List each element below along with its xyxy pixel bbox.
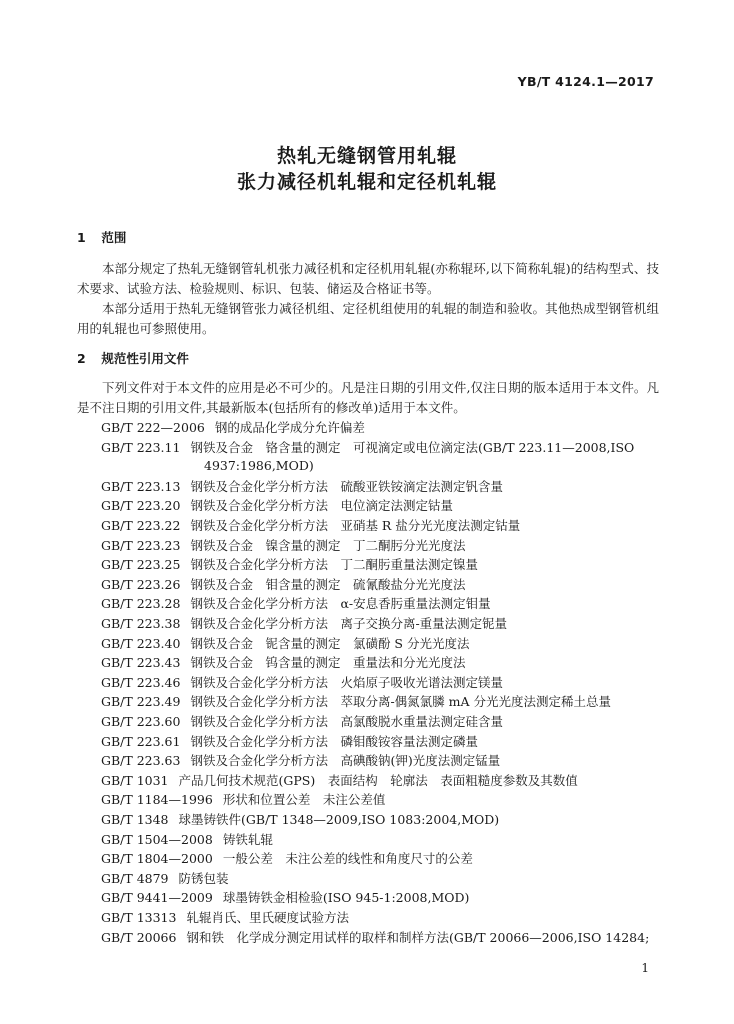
reference-title: 轧辊肖氏、里氏硬度试验方法 (186, 910, 349, 925)
reference-item (101, 849, 473, 867)
page-number: 1 (641, 961, 649, 975)
reference-item (101, 692, 611, 710)
reference-item (101, 712, 503, 730)
reference-title: 钢铁及合金 钼含量的测定 硫氰酸盐分光光度法 (190, 576, 466, 592)
reference-title: 钢的成品化学成分允许偏差 (214, 420, 365, 435)
section-number: 1 (77, 230, 86, 245)
reference-title: 钢铁及合金化学分析方法 高氯酸脱水重量法测定硅含量 (190, 714, 503, 729)
reference-item (101, 830, 273, 848)
reference-title: 钢铁及合金 铬含量的测定 可视滴定或电位滴定法(GB/T 223.11—2008,ISO (190, 439, 635, 455)
reference-title: 钢铁及合金 镍含量的测定 丁二酮肟分光光度法 (190, 537, 466, 553)
reference-title: 防锈包装 (178, 870, 229, 886)
reference-item (101, 751, 500, 769)
section-2-intro: 下列文件对于本文件的应用是必不可少的。凡是注日期的引用文件,仅注日期的版本适用于本文件。凡是不注日期的引用文件,其最新版本(包括所有的修改单)适用于本文件。 (77, 380, 659, 415)
reference-code: GB/T 13313 (101, 910, 177, 925)
reference-item (101, 594, 491, 612)
reference-code: GB/T 223.25 (101, 557, 181, 573)
reference-item (101, 908, 349, 926)
reference-title: 钢铁及合金 铌含量的测定 氯磺酚 S 分光光度法 (190, 635, 470, 651)
reference-code: GB/T 223.40 (101, 635, 181, 651)
reference-title: 钢铁及合金化学分析方法 硫酸亚铁铵滴定法测定钒含量 (190, 478, 503, 494)
reference-code: GB/T 223.43 (101, 655, 181, 671)
section-title: 范围 (101, 230, 127, 245)
reference-title: 球墨铸铁金相检验(ISO 945-1:2008,MOD) (222, 890, 470, 906)
reference-item (101, 673, 503, 691)
section-1-paragraph-1: 本部分规定了热轧无缝钢管轧机张力减径机和定径机用轧辊(亦称辊环,以下简称轧辊)的结构型式、技术要求、试验方法、检验规则、标识、包装、储运及合格证书等。 (77, 261, 659, 296)
section-title: 规范性引用文件 (101, 351, 189, 366)
section-1-heading (77, 228, 126, 246)
reference-item (101, 928, 649, 946)
reference-code: GB/T 223.46 (101, 674, 181, 690)
reference-code: GB/T 223.13 (101, 478, 181, 494)
reference-code: GB/T 223.23 (101, 537, 181, 553)
reference-item (101, 555, 478, 573)
reference-code: GB/T 222—2006 (101, 420, 205, 435)
standard-code: YB/T 4124.1—2017 (517, 74, 654, 89)
reference-title: 钢和铁 化学成分测定用试样的取样和制样方法(GB/T 20066—2006,ISO 14284; (186, 929, 650, 945)
reference-code: GB/T 1804—2000 (101, 851, 213, 867)
reference-code: GB/T 223.22 (101, 518, 181, 533)
document-title-line2: 张力减径机轧辊和定径机轧辊 (236, 171, 497, 193)
reference-item (101, 418, 365, 436)
reference-code: GB/T 1031 (101, 772, 169, 788)
reference-code: GB/T 223.20 (101, 498, 181, 514)
reference-title: 钢铁及合金化学分析方法 α-安息香肟重量法测定钼量 (190, 596, 491, 612)
reference-code: GB/T 223.11 (101, 439, 181, 455)
reference-item (101, 575, 465, 593)
reference-item (101, 810, 499, 828)
reference-item (101, 869, 229, 887)
reference-item (101, 888, 469, 906)
reference-code: GB/T 223.38 (101, 616, 181, 631)
reference-item (101, 634, 469, 652)
reference-title: 铸铁轧辊 (222, 831, 273, 847)
reference-code: GB/T 223.63 (101, 753, 181, 769)
reference-item (101, 790, 385, 808)
reference-title: 钢铁及合金化学分析方法 萃取分离-偶氮氯膦 mA 分光光度法测定稀土总量 (190, 694, 611, 710)
reference-title: 球墨铸铁件(GB/T 1348—2009,ISO 1083:2004,MOD) (178, 812, 500, 827)
reference-title: 钢铁及合金化学分析方法 磷钼酸铵容量法测定磷量 (190, 733, 478, 749)
reference-code: GB/T 9441—2009 (101, 890, 213, 906)
reference-title: 钢铁及合金 钨含量的测定 重量法和分光光度法 (190, 655, 466, 671)
reference-code: GB/T 4879 (101, 870, 169, 886)
reference-title: 钢铁及合金化学分析方法 丁二酮肟重量法测定镍量 (190, 557, 478, 573)
reference-title: 产品几何技术规范(GPS) 表面结构 轮廓法 表面粗糙度参数及其数值 (178, 772, 578, 788)
reference-code: GB/T 1348 (101, 812, 169, 827)
reference-code: GB/T 223.49 (101, 694, 181, 710)
reference-title: 钢铁及合金化学分析方法 高碘酸钠(钾)光度法测定锰量 (190, 753, 501, 769)
reference-title: 一般公差 未注公差的线性和角度尺寸的公差 (222, 851, 473, 867)
reference-title: 钢铁及合金化学分析方法 亚硝基 R 盐分光光度法测定钴量 (190, 518, 521, 533)
section-2-heading (77, 349, 189, 367)
reference-item (101, 653, 465, 671)
reference-code: GB/T 223.60 (101, 714, 181, 729)
reference-item (101, 771, 578, 789)
section-1-paragraph-2: 本部分适用于热轧无缝钢管张力减径机组、定径机组使用的轧辊的制造和验收。其他热成型钢管机组用的轧辊也可参照使用。 (77, 301, 659, 336)
reference-title: 形状和位置公差 未注公差值 (222, 792, 386, 808)
reference-code: GB/T 20066 (101, 929, 177, 945)
reference-title-continued: 4937:1986,MOD) (204, 457, 314, 473)
reference-title: 钢铁及合金化学分析方法 电位滴定法测定钴量 (190, 498, 453, 514)
reference-code: GB/T 1504—2008 (101, 831, 213, 847)
reference-item (101, 438, 661, 473)
reference-code: GB/T 1184—1996 (101, 792, 213, 808)
reference-title: 钢铁及合金化学分析方法 火焰原子吸收光谱法测定镁量 (190, 674, 503, 690)
reference-item (101, 536, 465, 554)
reference-code: GB/T 223.61 (101, 733, 181, 749)
reference-item (101, 496, 453, 514)
reference-item (101, 477, 503, 495)
reference-code: GB/T 223.28 (101, 596, 181, 612)
reference-code: GB/T 223.26 (101, 576, 181, 592)
reference-title: 钢铁及合金化学分析方法 离子交换分离-重量法测定铌量 (190, 616, 508, 631)
reference-item (101, 614, 507, 632)
reference-item (101, 732, 478, 750)
reference-item (101, 516, 520, 534)
document-title-line1: 热轧无缝钢管用轧辊 (276, 145, 457, 167)
section-number: 2 (77, 351, 86, 366)
